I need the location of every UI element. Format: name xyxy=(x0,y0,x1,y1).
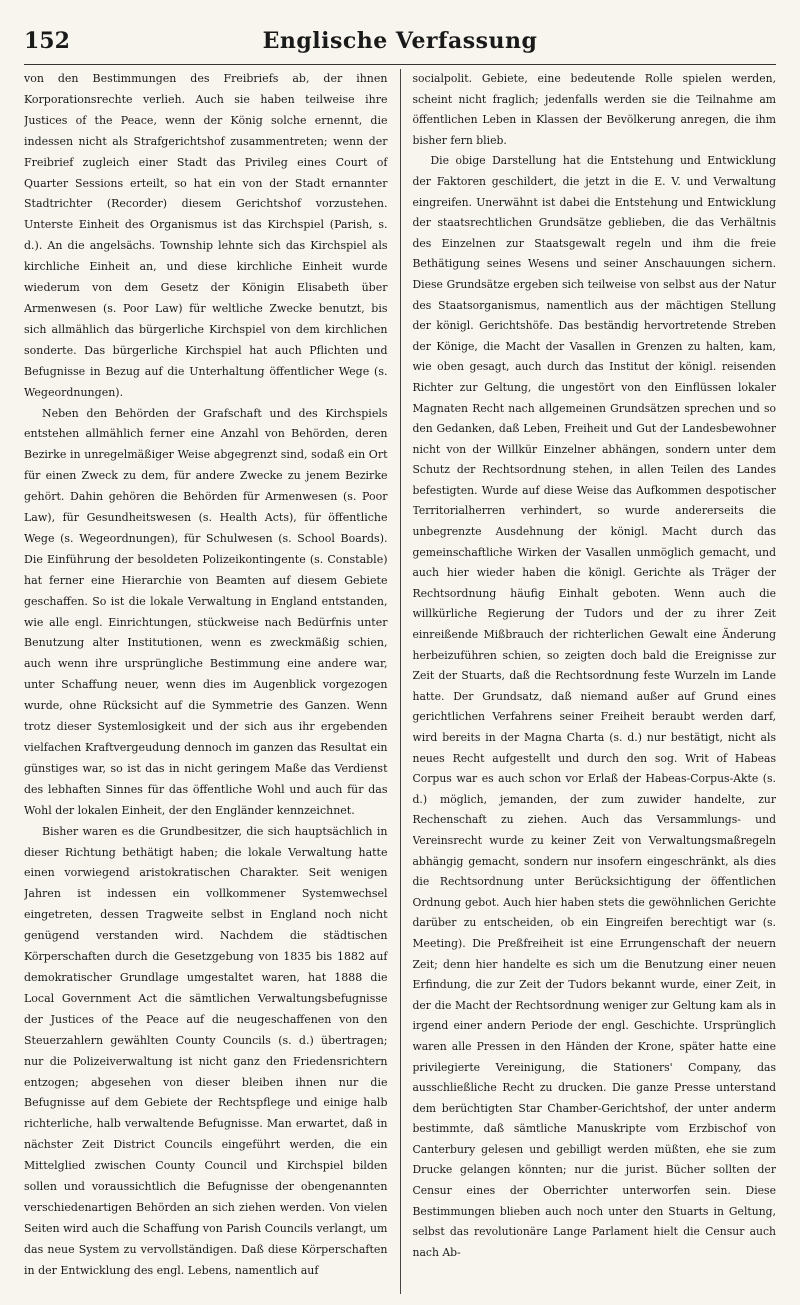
page-header xyxy=(24,28,776,65)
paragraph: Bisher waren es die Grundbesitzer, die sich hauptsächlich in dieser Richtung bethätigt haben; die lokale Verwaltung hatte einen vorwiegend aristokratischen Charakter. Seit wenigen Jahren ist indessen ein vollkommener Systemwechsel eingetreten, dessen Tragweite selbst in England noch nicht genügend verstanden wird. Nachdem die städtischen Körperschaften durch die Gesetzgebung von 1835 bis 1882 auf demokratischer Grundlage umgestaltet waren, hat 1888 die Local Government Act die sämtlichen Verwaltungsbefugnisse der Justices of the Peace auf die neugeschaffenen von den Steuerzahlern gewählten County Councils (s. d.) übertragen; nur die Polizeiverwaltung ist nicht ganz den Friedensrichtern entzogen; abgesehen von dieser bleiben ihnen nur die Befugnisse auf dem Gebiete der Rechtspflege und einige halb richterliche, halb verwaltende Befugnisse. Man erwartet, daß in nächster Zeit District Councils eingeführt werden, die ein Mittelglied zwischen County Council und Kirchspiel bilden sollen und voraussichtlich die Befugnisse der obengenannten verschiedenartigen Behörden an sich ziehen werden. Von vielen Seiten wird auch die Schaffung von Parish Councils verlangt, um das neue System zu vervollständigen. Daß diese Körperschaften in der Entwicklung des engl. Lebens, namentlich auf xyxy=(24,824,388,1277)
page-number: 152 xyxy=(24,28,70,54)
right-column xyxy=(413,69,777,1294)
paragraph: socialpolit. Gebiete, eine bedeutende Rolle spielen werden, scheint nicht fraglich; jedenfalls werden sie die Teilnahme am öffentlichen Leben in Klassen der Bevölkerung anregen, die ihm bisher fern blieb. xyxy=(412,72,776,147)
paragraph: von den Bestimmungen des Freibriefs ab, der ihnen Korporationsrechte verlieh. Auch sie haben teilweise ihre Justices of the Peace, wenn der König solche ernennt, die indessen nicht als Strafgerichtshof zusammentreten; wenn der Freibrief zugleich einer Stadt das Privileg eines Court of Quarter Sessions erteilt, so hat ein von der Stadt ernannter Stadtrichter (Recorder) diesem Gerichtshof vorzustehen. Unterste Einheit des Organismus ist das Kirchspiel (Parish, s. d.). An die angelsächs. Township lehnte sich das Kirchspiel als kirchliche Einheit an, und diese kirchliche Einheit wurde wiederum von dem Gesetz der Königin Elisabeth über Armenwesen (s. Poor Law) für weltliche Zwecke benutzt, bis sich allmählich das bürgerliche Kirchspiel von dem kirchlichen sonderte. Das bürgerliche Kirchspiel hat auch Pflichten und Befugnisse in Bezug auf die Unterhaltung öffentlicher Wege (s. Wegeordnungen). xyxy=(24,72,388,399)
left-column xyxy=(24,69,388,1294)
text-columns xyxy=(24,69,776,1294)
paragraph: Die obige Darstellung hat die Entstehung und Entwicklung der Faktoren geschildert, die jetzt in die E. V. und Verwaltung eingreifen. Unerwähnt ist dabei die Entstehung und Entwicklung der staatsrechtlichen Grundsätze geblieben, die das Verhältnis des Einzelnen zur Staatsgewalt regeln und ihm die freie Bethätigung seines Wesens und seiner Anschauungen sichern. Diese Grundsätze ergeben sich teilweise von selbst aus der Natur des Staatsorganismus, namentlich aus der mächtigen Stellung der königl. Gerichtshöfe. Das beständig hervortretende Streben der Könige, die Macht der Vasallen in Grenzen zu halten, kam, wie oben gesagt, auch durch das Institut der königl. reisenden Richter zur Geltung, die ungestört von den Einflüssen lokaler Magnaten Recht nach allgemeinen Grundsätzen sprechen und so den Gedanken, daß Leben, Freiheit und Gut der Landesbewohner nicht von der Willkür Einzelner abhängen, sondern unter dem Schutz der Rechtsordnung stehen, in allen Teilen des Landes befestigten. Wurde auf diese Weise das Aufkommen despotischer Territorialherren verhindert, so wurde andererseits die unbegrenzte Ausdehnung der königl. Macht durch das gemeinschaftliche Wirken der Vasallen unmöglich gemacht, und auch hier wieder haben die königl. Gerichte als Träger der Rechtsordnung häufig Einhalt geboten. Wenn auch die willkürliche Regierung der Tudors und der zu ihrer Zeit einreißende Mißbrauch der richterlichen Gewalt eine Änderung herbeizuführen schien, so zeigten doch bald die Ereignisse zur Zeit der Stuarts, daß die Rechtsordnung feste Wurzeln im Lande hatte. Der Grundsatz, daß niemand außer auf Grund eines gerichtlichen Verfahrens seiner Freiheit beraubt werden darf, wird bereits in der Magna Charta (s. d.) nur bestätigt, nicht als neues Recht aufgestellt und durch den sog. Writ of Habeas Corpus war es auch schon vor Erlaß der Habeas-Corpus-Akte (s. d.) möglich, jemanden, der zum zuwider handelte, zur Rechenschaft zu ziehen. Auch das Versammlungs- und Vereinsrecht wurde zu keiner Zeit von Verwaltungsmaßregeln abhängig gemacht, sondern nur insofern eingeschränkt, als dies die Rechtsordnung unter Berücksichtigung der öffentlichen Ordnung gebot. Auch hier haben stets die gewöhnlichen Gerichte darüber zu entscheiden, ob ein Eingreifen berechtigt war (s. Meeting). Die Preßfreiheit ist eine Errungenschaft der neuern Zeit; denn hier handelte es sich um die Benutzung einer neuen Erfindung, die zur Zeit der Tudors bekannt wurde, einer Zeit, in der die Macht der Rechtsordnung weniger zur Geltung kam als in irgend einer andern Periode der engl. Geschichte. Ursprünglich waren alle Pressen in den Händen der Krone, später hatte eine privilegierte Vereinigung, die Stationers' Company, das ausschließliche Recht zu drucken. Die ganze Presse unterstand dem berüchtigten Star Chamber-Gerichtshof, der unter anderm bestimmte, daß sämtliche Manuskripte vom Erzbischof von Canterbury gelesen und gebilligt werden müßten, ehe sie zum Drucke gelangen könnten; nur die jurist. Bücher sollten der Censur eines der Oberrichter unterworfen sein. Diese Bestimmungen blieben auch noch unter den Stuarts in Geltung, selbst das revolutionäre Lange Parlament hielt die Censur auch nach Ab- xyxy=(412,154,776,1259)
running-title: Englische Verfassung xyxy=(262,28,538,54)
column-divider xyxy=(400,69,401,1294)
paragraph: Neben den Behörden der Grafschaft und des Kirchspiels entstehen allmählich ferner eine Anzahl von Behörden, deren Bezirke in unregelmäßiger Weise abgegrenzt sind, sodaß ein Ort für einen Zweck zu dem, für andere Zwecke zu jenem Bezirke gehört. Dahin gehören die Behörden für Armenwesen (s. Poor Law), für Gesundheitswesen (s. Health Acts), für öffentliche Wege (s. Wegeordnungen), für Schulwesen (s. School Boards). Die Einführung der besoldeten Polizeikontingente (s. Constable) hat ferner eine Hierarchie von Beamten auf diesem Gebiete geschaffen. So ist die lokale Verwaltung in England entstanden, wie alle engl. Einrichtungen, stückweise nach Bedürfnis unter Benutzung alter Institutionen, wenn es zweckmäßig schien, auch wenn ihre ursprüngliche Bestimmung eine andere war, unter Schaffung neuer, wenn dies im Augenblick vorgezogen wurde, ohne Rücksicht auf die Symmetrie des Ganzen. Wenn trotz dieser Systemlosigkeit und der sich aus ihr ergebenden vielfachen Kraftvergeudung dennoch im ganzen das Resultat ein günstiges war, so ist das in nicht geringem Maße das Verdienst des lebhaften Sinnes für das öffentliche Wohl und auch für das Wohl der lokalen Einheit, der den Engländer kennzeichnet. xyxy=(24,406,388,817)
